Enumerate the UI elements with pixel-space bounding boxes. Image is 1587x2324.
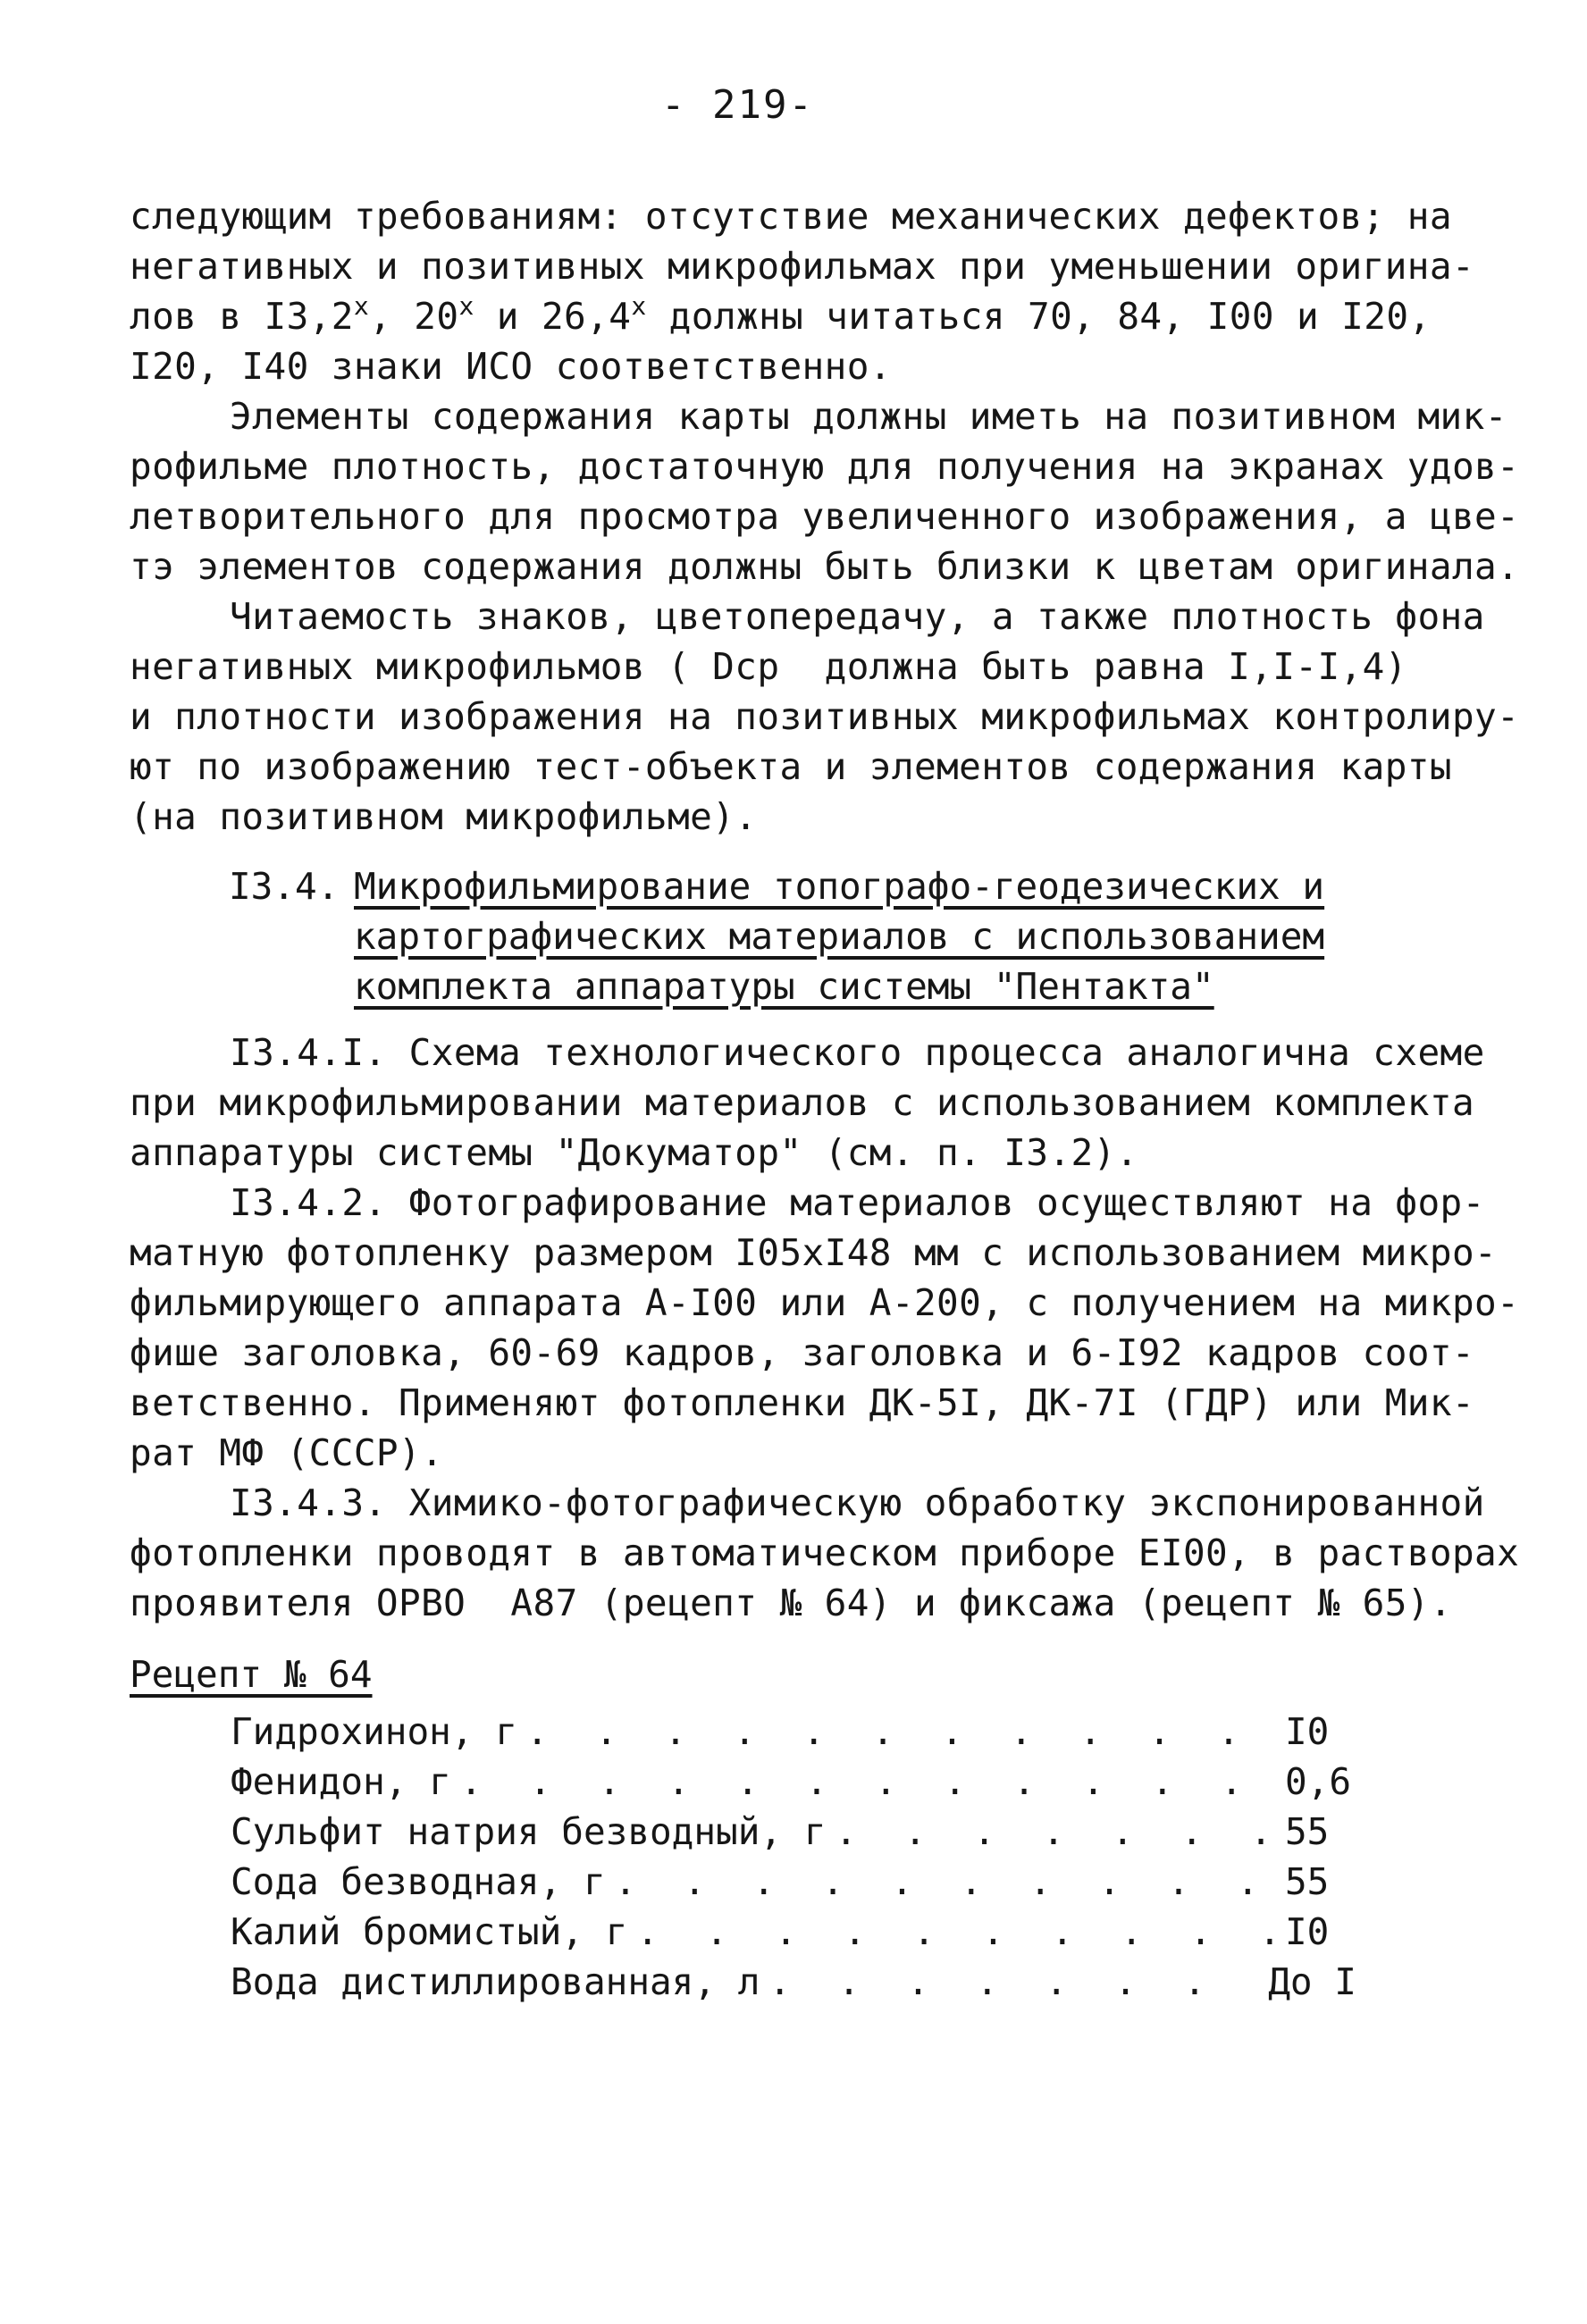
text-line: проявителя ОРВО А87 (рецепт № 64) и фиксажа (рецепт № 65). <box>130 1581 1452 1624</box>
text-line: фише заголовка, 60-69 кадров, заголовка и 6-I92 кадров соот- <box>130 1331 1475 1374</box>
recipe-item <box>231 1707 1356 1757</box>
recipe-item-qty: 55 <box>1285 1860 1330 1903</box>
section-title-line: картографических материалов с использованием <box>354 915 1325 958</box>
subsection-13-4-2 <box>130 1178 1520 1478</box>
subsection-13-4-1 <box>130 1028 1485 1178</box>
text-line: летворительного для просмотра увеличенного изображения, а цве- <box>130 495 1520 538</box>
recipe-item-qty: I0 <box>1285 1910 1330 1953</box>
leader-dots <box>460 1757 1276 1807</box>
leader-dots <box>526 1707 1276 1757</box>
recipe-item-name: Фенидон, г <box>231 1760 451 1803</box>
recipe-item-name: Калий бромистый, г <box>231 1910 628 1953</box>
section-title-line: комплекта аппаратуры системы "Пентакта" <box>354 965 1214 1008</box>
paragraph-requirements <box>130 191 1475 391</box>
recipe-item-qty: До I <box>1268 1960 1356 2003</box>
recipe-item-qty: I0 <box>1285 1710 1330 1753</box>
recipe-item <box>231 1907 1356 1957</box>
text-line: Элементы содержания карты должны иметь на позитивном мик- <box>230 395 1507 438</box>
text-line: I3.4.3. Химико-фотографическую обработку экспонированной <box>230 1481 1485 1524</box>
text-line: (на позитивном микрофильме). <box>130 795 758 838</box>
text-line: ветственно. Применяют фотопленки ДК-5I, ДК-7I (ГДР) или Мик- <box>130 1381 1475 1424</box>
leader-dots <box>615 1857 1276 1907</box>
text-line: и плотности изображения на позитивных микрофильмах контролиру- <box>130 695 1520 738</box>
recipe-item-qty: 0,6 <box>1285 1760 1352 1803</box>
leader-dots <box>835 1807 1276 1857</box>
recipe-item-name: Сульфит натрия безводный, г <box>231 1810 827 1853</box>
text-line: I3.4.I. Схема технологического процесса аналогична схеме <box>230 1031 1485 1074</box>
text-line-reductions: лов в I3,2$^x$, 20$^x$ и 26,4$^x$ должны читаться 70, 84, I00 и I20, <box>130 291 1432 338</box>
text-line: рофильме плотность, достаточную для получения на экранах удов- <box>130 445 1520 488</box>
recipe-item-qty: 55 <box>1285 1810 1330 1853</box>
section-number: I3.4. <box>229 865 340 908</box>
text-line: I20, I40 знаки ИСО соответственно. <box>130 345 892 388</box>
leader-dots <box>768 1957 1259 2007</box>
recipe-item-name: Вода дистиллированная, л <box>231 1960 760 2003</box>
text-line: тэ элементов содержания должны быть близки к цветам оригинала. <box>130 545 1520 588</box>
page-number: - 219- <box>661 82 814 128</box>
recipe-item <box>231 1807 1356 1857</box>
text-line: негативных микрофильмов ( Dср должна быть равна I,I-I,4) <box>130 645 1407 688</box>
subsection-13-4-3 <box>130 1478 1520 1628</box>
text-line: рат МФ (СССР). <box>130 1431 444 1474</box>
text-line: матную фотопленку размером I05xI48 мм с использованием микро- <box>130 1231 1498 1274</box>
text-line: фильмирующего аппарата А-I00 или А-200, с получением на микро- <box>130 1281 1520 1324</box>
recipe-item <box>231 1957 1356 2007</box>
text-line: Читаемость знаков, цветопередачу, а также плотность фона <box>230 595 1485 638</box>
recipe-item <box>231 1857 1356 1907</box>
text-line: аппаратуры системы "Докуматор" (см. п. I3.2). <box>130 1131 1138 1174</box>
recipe-item-name: Гидрохинон, г <box>231 1710 517 1753</box>
text-line: следующим требованиям: отсутствие механических дефектов; на <box>130 195 1452 238</box>
leader-dots <box>636 1907 1276 1957</box>
text-line: негативных и позитивных микрофильмах при уменьшении оригина- <box>130 245 1475 288</box>
section-title-line: Микрофильмирование топографо-геодезических и <box>354 865 1325 908</box>
text-line: I3.4.2. Фотографирование материалов осуществляют на фор- <box>230 1181 1485 1224</box>
recipe-title: Рецепт № 64 <box>130 1653 373 1696</box>
text-line: ют по изображению тест-объекта и элементов содержания карты <box>130 745 1452 788</box>
recipe-item <box>231 1757 1356 1807</box>
paragraph-content-elements <box>130 391 1520 591</box>
section-title <box>354 861 1325 1011</box>
recipe-list <box>231 1707 1356 2007</box>
recipe-item-name: Сода безводная, г <box>231 1860 606 1903</box>
text-line: при микрофильмировании материалов с использованием комплекта <box>130 1081 1475 1124</box>
paragraph-readability <box>130 591 1520 842</box>
text-line: фотопленки проводят в автоматическом приборе ЕI00, в растворах <box>130 1531 1520 1574</box>
